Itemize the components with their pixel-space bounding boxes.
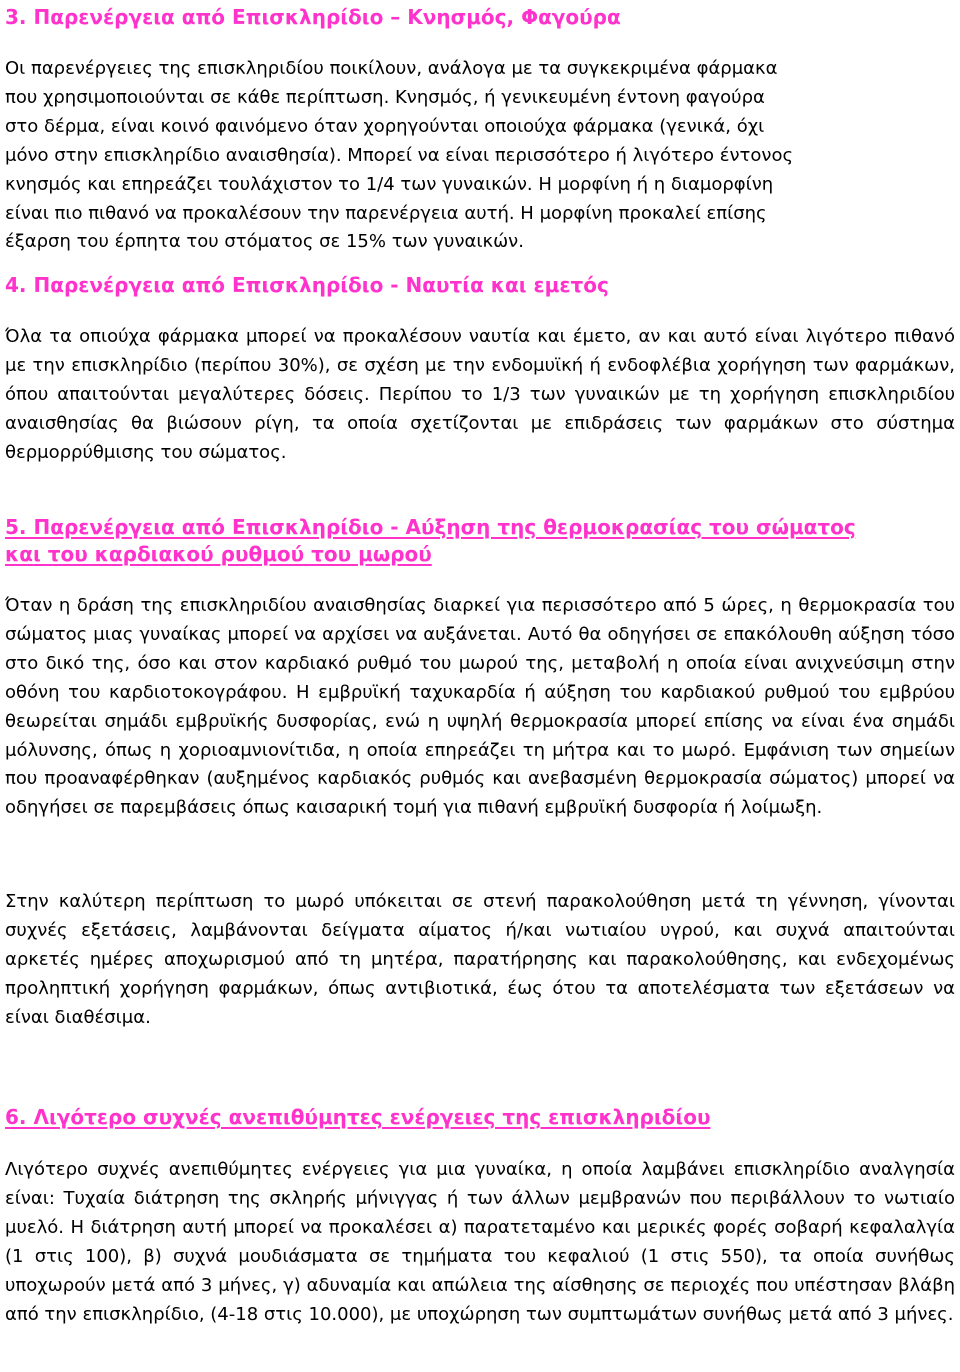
section-6-paragraph: Λιγότερο συχνές ανεπιθύμητες ενέργειες για μια γυναίκα, η οποία λαμβάνει επισκληρίδιο αναλγησία είναι: Τυχαία διάτρηση της σκληρής μήνιγγας ή των άλλων μεμβρανών που περιβάλλουν το νωτιαίο μυελό. Η διάτρηση αυτή μπορεί να προκαλέσει α) παρατεταμένο και μερικές φορές σοβαρή κεφαλαλγία (1 στις 100), β) συχνά μουδιάσματα σε τημήματα του κεφαλιού (1 στις 550), τα οποία συνήθως υποχωρούν μετά από 3 μήνες, γ) αδυναμία και απώλεια της αίσθησης σε περιοχές που υπέστησαν βλάβη από την επισκληρίδιο, (4-18 στις 10.000), με υποχώρηση των συμπτωμάτων συνήθως μετά από 3 μήνες. [5, 1159, 955, 1325]
section-3-heading: 3. Παρενέργεια από Επισκληρίδιο – Κνησμός, Φαγούρα [5, 5, 621, 29]
section-4-paragraph: Όλα τα οπιούχα φάρμακα μπορεί να προκαλέσουν ναυτία και έμετο, αν και αυτό είναι λιγότερο πιθανό με την επισκληρίδιο (περίπου 30%), σε σχέση με την ενδομυϊκή ή ενδοφλέβια χορήγηση των φαρμάκων, όπου απαιτούνται μεγαλύτερες δόσεις. Περίπου το 1/3 των γυναικών με τη χορήγηση επισκληριδίου αναισθησίας θα βιώσουν ρίγη, τα οποία σχετίζονται με επιδράσεις των φαρμάκων στο σύστημα θερμορρύθμισης του σώματος. [5, 326, 955, 463]
section-3-line-3: στο δέρμα, είναι κοινό φαινόμενο όταν χορηγούνται οποιούχα φάρμακα (γενικά, όχι [5, 115, 765, 137]
section-3-line-4: μόνο στην επισκληρίδιο αναισθησία). Μπορεί να είναι περισσότερο ή λιγότερο έντονος [5, 144, 794, 166]
section-5-paragraph-2: Στην καλύτερη περίπτωση το μωρό υπόκειται σε στενή παρακολούθηση μετά τη γέννηση, γίνονται συχνές εξετάσεις, λαμβάνονται δείγματα αίματος ή/και νωτιαίου υγρού, και συχνά απαιτούνται αρκετές ημέρες αποχωρισμού από τη μητέρα, παρατήρησης και παρακολούθησης, και ενδεχομένως προληπτική χορήγηση φαρμάκων, όπως αντιβιοτικά, έως ότου τα αποτελέσματα των εξετάσεων να είναι διαθέσιμα. [5, 891, 955, 1028]
section-3-line-2: που χρησιμοποιούνται σε κάθε περίπτωση. Κνησμός, ή γενικευμένη έντονη φαγούρα [5, 86, 765, 108]
section-3-line-5: κνησμός και επηρεάζει τουλάχιστον το 1/4 των γυναικών. Η μορφίνη ή η διαμορφίνη [5, 173, 774, 195]
section-5-paragraph-1: Όταν η δράση της επισκληριδίου αναισθησίας διαρκεί για περισσότερο από 5 ώρες, η θερμοκρασία του σώματος μιας γυναίκας μπορεί να αρχίσει να αυξάνεται. Αυτό θα οδηγήσει σε επακόλουθη αύξηση τόσο στο δικό της, όσο και στον καρδιακό ρυθμό του μωρού της, μεταβολή η οποία είναι ανιχνεύσιμη στην οθόνη του καρδιοτοκογράφου. Η εμβρυϊκή ταχυκαρδία ή αύξηση του καρδιακού ρυθμού του εμβρύου θεωρείται σημάδι εμβρυϊκής δυσφορίας, ενώ η υψηλή θερμοκρασία μπορεί επίσης να είναι ένα σημάδι μόλυνσης, όπως η χοριοαμνιονίτιδα, η οποία επηρεάζει τη μήτρα και το μωρό. Εμφάνιση των σημείων που προαναφέρθηκαν (αυξημένος καρδιακός ρυθμός και ανεβασμένη θερμοκρασία σώματος) μπορεί να οδηγήσει σε παρεμβάσεις όπως καισαρική τομή για πιθανή εμβρυϊκή δυσφορία ή λοίμωξη. [5, 595, 955, 819]
section-5-heading-line-2: και του καρδιακού ρυθμού του μωρού [5, 542, 432, 566]
section-6-heading: 6. Λιγότερο συχνές ανεπιθύμητες ενέργειες της επισκληριδίου [5, 1105, 711, 1129]
section-3-line-6: είναι πιο πιθανό να προκαλέσουν την παρενέργεια αυτή. Η μορφίνη προκαλεί επίσης [5, 202, 767, 224]
section-3-paragraph [5, 55, 955, 257]
section-3-line-1: Οι παρενέργειες της επισκληριδίου ποικίλουν, ανάλογα με τα συγκεκριμένα φάρμακα [5, 58, 778, 79]
section-3-line-7: έξαρση του έρπητα του στόματος σε 15% των γυναικών. [5, 231, 524, 253]
section-4-heading: 4. Παρενέργεια από Επισκληρίδιο - Ναυτία και εμετός [5, 273, 609, 297]
section-5-heading-line-1: 5. Παρενέργεια από Επισκληρίδιο - Αύξηση της θερμοκρασίας του σώματος [5, 515, 856, 539]
